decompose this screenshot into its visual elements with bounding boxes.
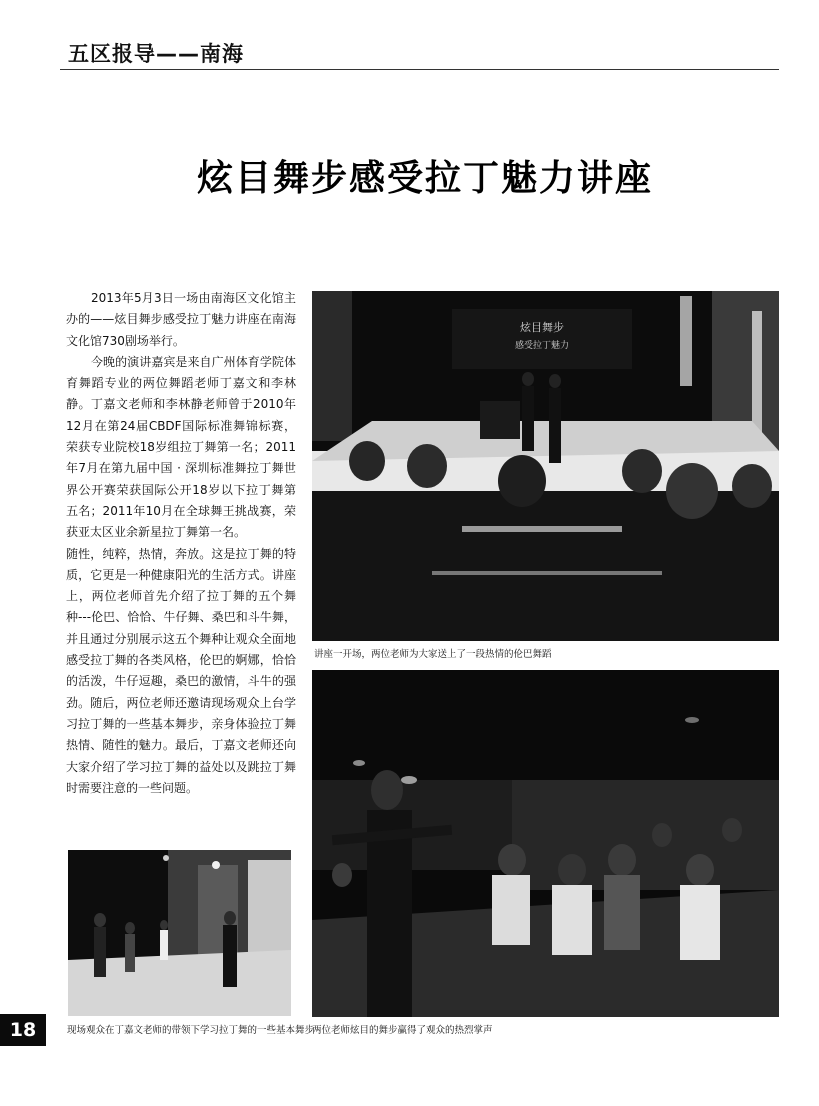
photo-stage-performance	[312, 291, 779, 641]
article-paragraph-1: 2013年5月3日一场由南海区文化馆主办的——炫目舞步感受拉丁魅力讲座在南海文化馆730剧场举行。	[66, 291, 296, 348]
photo-audience-learning	[68, 850, 291, 1016]
caption-bottom-right-photo: 两位老师炫目的舞步赢得了观众的热烈掌声	[312, 1025, 493, 1036]
photo-audience-applause	[312, 670, 779, 1017]
stage-banner-line2: 感受拉丁魅力	[514, 341, 570, 351]
page-number: 18	[0, 1014, 46, 1046]
article-paragraph-2: 今晚的演讲嘉宾是来自广州体育学院体育舞蹈专业的两位舞蹈老师丁嘉文和李林静。丁嘉文老师和李林静老师曾于2010年12月在第24届CBDF国际标准舞锦标赛，荣获专业院校18岁组拉丁舞第一名；2011年7月在第九届中国 · 深圳标准舞拉丁舞世界公开赛荣获国际公开18岁以下拉丁舞第五名；2011年10月在全球舞王挑战赛，荣获亚太区业余新星拉丁舞第一名。	[66, 354, 296, 540]
article-paragraph-3: 随性，纯粹，热情，奔放。这是拉丁舞的特质，它更是一种健康阳光的生活方式。讲座上，两位老师首先介绍了拉丁舞的五个舞种---伦巴、恰恰、牛仔舞、桑巴和斗牛舞，并且通过分别展示这五个舞种让观众全面地感受拉丁舞的各类风格，伦巴的婀娜，恰恰的活泼，牛仔逗趣，桑巴的激情，斗牛的强劲。随后，两位老师还邀请现场观众上台学习拉丁舞的一些基本舞步，亲身体验拉丁舞热情、随性的魅力。最后，丁嘉文老师还向大家介绍了学习拉丁舞的益处以及跳拉丁舞时需要注意的一些问题。	[66, 546, 296, 795]
article-title: 炫目舞步感受拉丁魅力讲座	[196, 158, 653, 199]
caption-top-photo: 讲座一开场，两位老师为大家送上了一段热情的伦巴舞蹈	[314, 649, 552, 660]
caption-bottom-left-photo: 现场观众在丁嘉文老师的带领下学习拉丁舞的一些基本舞步	[67, 1025, 315, 1036]
header-rule	[60, 69, 779, 70]
section-header: 五区报导——南海	[68, 42, 244, 66]
article-body	[66, 288, 296, 799]
stage-banner-line1: 炫目舞步	[520, 321, 564, 334]
